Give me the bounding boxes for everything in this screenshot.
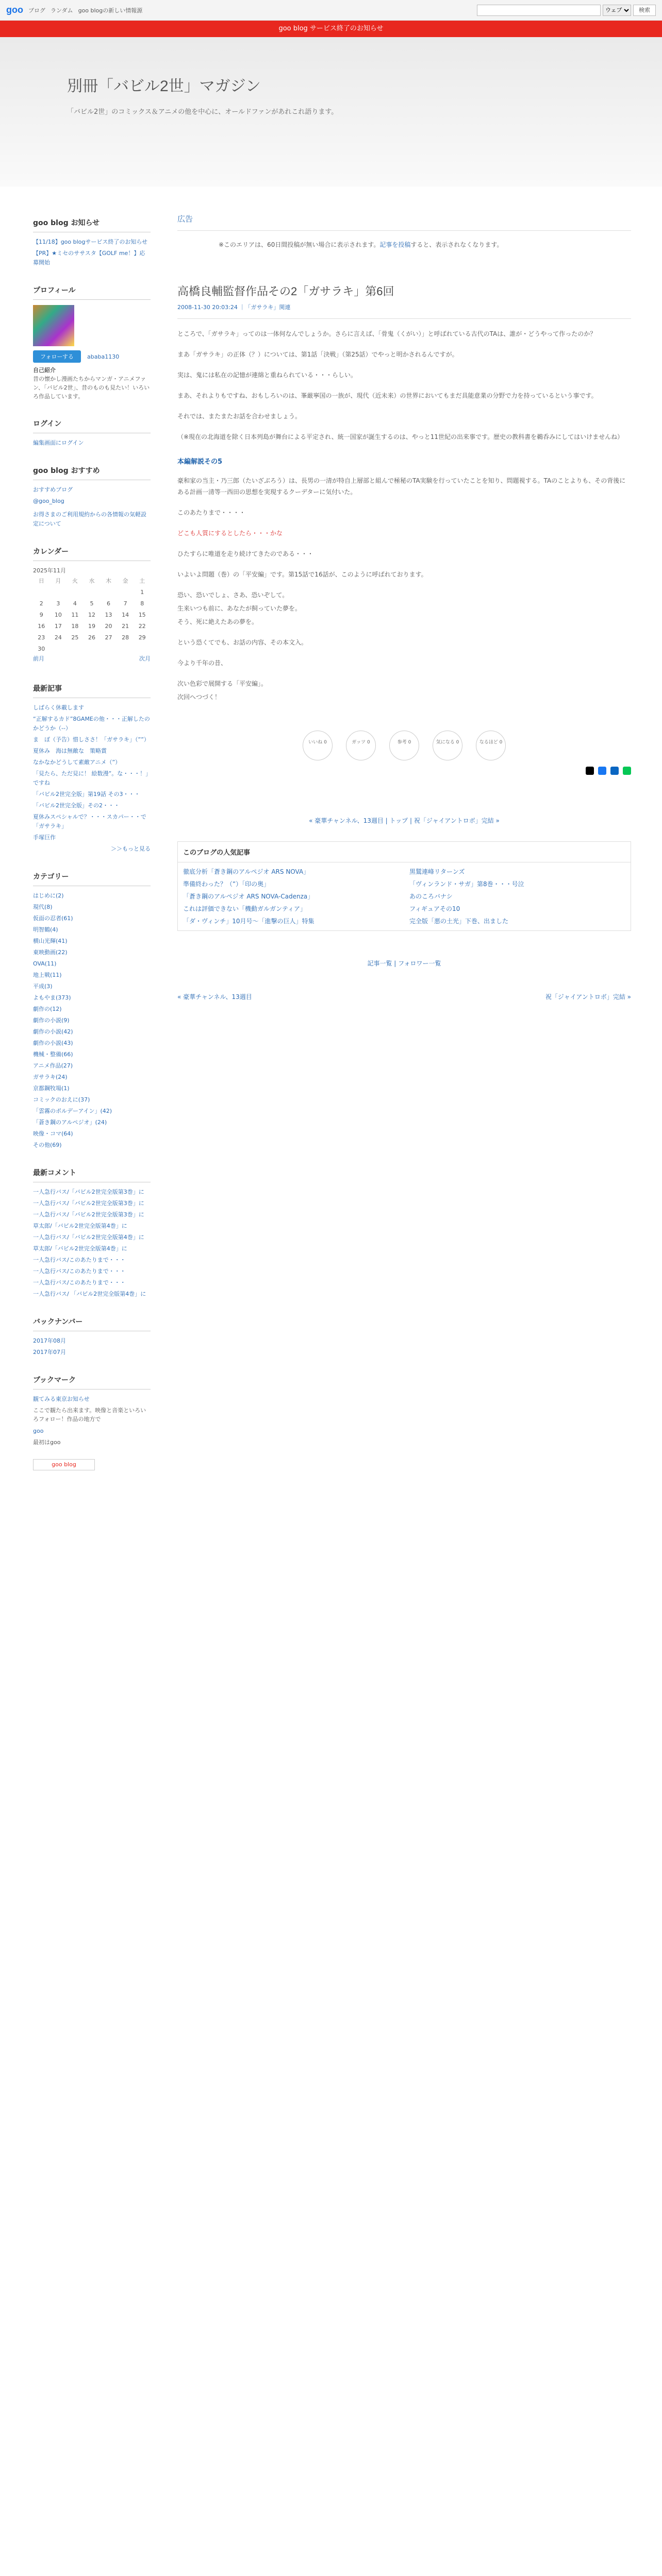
calendar-day[interactable] — [50, 643, 67, 654]
line-share-icon[interactable] — [623, 767, 631, 775]
entry-paragraph: 実は、鬼には私在の記憶が連綿と重ねられている・・・らしい。 — [177, 371, 357, 379]
facebook-share-icon[interactable] — [598, 767, 606, 775]
entry-paragraph: ところで、「ガサラキ」ってのは一体何なんでしょうか。さらに言えば、「骨鬼（くがい）」と呼ばれている古代のTAは、誰が・どうやって作ったのか？ — [177, 330, 597, 337]
bookmark-link[interactable]: 観てみる東京お知らせ — [33, 1396, 90, 1402]
news-heading: goo blog お知らせ — [33, 217, 151, 232]
category-link[interactable]: 仮面の忍者(61) — [33, 915, 73, 922]
entry-paragraph: このあたりまで・・・・ — [177, 509, 246, 516]
calendar-day[interactable] — [100, 586, 117, 598]
recent-entry-link[interactable]: しばらく休載します — [33, 704, 84, 711]
goo-blog-badge[interactable]: goo blog — [33, 1459, 95, 1470]
comment-link[interactable]: 草太郎/「バビル2世完全版第4巻」に — [33, 1223, 127, 1229]
calendar-weekday: 月 — [55, 578, 61, 584]
popular-entry-link[interactable]: 完全版「悪の土光」下巻、出ました — [409, 918, 509, 925]
calendar-day[interactable] — [134, 643, 151, 654]
topbar-link[interactable]: goo blogの新しい情報源 — [78, 7, 143, 14]
comment-link[interactable]: 一人急行バス/「バビル2世完全版第3巻」に — [33, 1189, 144, 1195]
backnumber-link[interactable]: 2017年08月 — [33, 1337, 66, 1344]
calendar-day[interactable]: 29 — [138, 634, 146, 641]
x-share-icon[interactable] — [586, 767, 594, 775]
calendar-day[interactable]: 20 — [105, 622, 112, 630]
calendar-weekday: 火 — [72, 578, 78, 584]
category-link[interactable]: 地上戦(11) — [33, 972, 62, 978]
calendar-day[interactable] — [67, 643, 84, 654]
comment-link[interactable]: 一人急行バス/「バビル2世完全版第4巻」に — [33, 1234, 144, 1241]
popular-entry-link[interactable]: フィギュアその10 — [409, 905, 460, 912]
category-link[interactable]: 「蒼き鋼のアルペジオ」(24) — [33, 1119, 107, 1126]
category-link[interactable]: コミックのおえに(37) — [33, 1096, 90, 1103]
next-entry-link[interactable]: 祝「ジャイアントロボ」完結 » — [545, 993, 631, 1001]
calendar-day[interactable] — [100, 643, 117, 654]
popular-entry-link[interactable]: あのころバナシ — [409, 893, 453, 900]
backnumber-heading: バックナンバー — [33, 1316, 151, 1331]
calendar-day[interactable]: 13 — [105, 611, 112, 618]
category-link[interactable]: 京都鋼牧場(1) — [33, 1085, 70, 1092]
calendar-prev[interactable]: 前月 — [33, 655, 44, 662]
category-link[interactable]: アニメ作品(27) — [33, 1062, 73, 1069]
bookmark-desc: ここで観たら出来ます。映像と音楽といろいろフォロー！作品の地方で — [33, 1407, 146, 1422]
pr-notice: ※このエリアは、60日間投稿が無い場合に表示されます。記事を投稿すると、表示されなくなります。 — [219, 241, 503, 248]
popular-entry-link[interactable]: 「ヴィンランド・サガ」第8巻・・・号泣 — [409, 880, 524, 888]
entry-paragraph: 豪和家の当主・乃三郎（たいざぶろう）は、長男の一清が特自上層部と組んで極秘のTA実験を行っていたことを知り、問題視する。TAのことよりも、その背後にある計画一清等一西田の思想を実現するクーデターに気付いた。 — [177, 477, 626, 496]
calendar-day[interactable]: 11 — [71, 611, 79, 618]
calendar-day[interactable]: 21 — [122, 622, 129, 630]
profile-name[interactable]: ababa1130 — [87, 353, 120, 360]
category-link[interactable]: その他(69) — [33, 1142, 62, 1148]
calendar-day[interactable] — [33, 586, 50, 598]
calendar-day[interactable]: 1 — [140, 588, 144, 596]
hatena-share-icon[interactable] — [610, 767, 619, 775]
calendar-weekday: 土 — [139, 578, 145, 584]
entry-paragraph: ひたすらに唯道を走り続けてきたのである・・・ — [177, 550, 314, 557]
recent-entry-link[interactable]: 夏休みスペシャルで？・・・スカパー・・で 「ガサラキ」 — [33, 814, 146, 829]
avatar[interactable] — [33, 305, 74, 346]
archive-nav[interactable]: 記事一覧 | フォロワー一覧 — [367, 960, 441, 967]
calendar-day[interactable]: 22 — [138, 622, 146, 630]
sidebar — [33, 187, 151, 1488]
recent-entry-link[interactable]: 「バビル2世完全版」その2・・・ — [33, 802, 120, 809]
comment-link[interactable]: 一人急行バス/このあたりまで・・・ — [33, 1257, 126, 1263]
entry-paragraph: 今より千年の昔、 — [177, 659, 227, 667]
category-link[interactable]: 劇作の(12) — [33, 1006, 62, 1012]
entry-meta[interactable]: 2008-11-30 20:03:24 ｜「ガサラキ」関連 — [177, 303, 631, 319]
entry-highlight: どこも人質にするとしたら・・・かな — [177, 530, 283, 537]
blog-title[interactable]: 別冊「バビル2世」マガジン — [67, 78, 261, 95]
bottom-prev-next — [177, 992, 631, 1001]
calendar-weekday: 水 — [89, 578, 95, 584]
comment-heading: 最新コメント — [33, 1167, 151, 1182]
calendar-day[interactable]: 23 — [38, 634, 45, 641]
category-link[interactable]: 映像・コマ(64) — [33, 1130, 73, 1137]
login-heading: ログイン — [33, 418, 151, 433]
popular-entry-link[interactable]: 「ダ・ヴィンチ」10月号〜「進撃の巨人」特集 — [183, 918, 315, 925]
entry-paragraph: 恐い、恐いでしょ、さあ、恐いぞして。 — [177, 591, 289, 599]
calendar-day[interactable] — [84, 586, 101, 598]
bookmark-heading: ブックマーク — [33, 1375, 151, 1389]
calendar-day[interactable]: 16 — [38, 622, 45, 630]
entry-paragraph: 次い色彩で展開する「平安編」。 — [177, 680, 268, 687]
calendar-day[interactable]: 25 — [71, 634, 79, 641]
calendar-day[interactable] — [84, 643, 101, 654]
calendar-month: 2025年11月 — [33, 567, 66, 574]
comment-link[interactable]: 一人急行バス/「バビル2世完全版第3巻」に — [33, 1211, 144, 1218]
calendar-day[interactable]: 7 — [123, 600, 127, 607]
recommend-link[interactable]: @goo_blog — [33, 498, 64, 504]
recommend-link[interactable]: おすすめブログ — [33, 486, 73, 493]
news-link[interactable]: 【11/18】goo blogサービス終了のお知らせ — [33, 239, 148, 245]
comment-link[interactable]: 一人急行バス/ 「バビル2世完全版第4巻」に — [33, 1291, 146, 1297]
main-content — [177, 187, 631, 1001]
category-link[interactable]: 横山光輝(41) — [33, 938, 68, 944]
comment-link[interactable]: 一人急行バス/「バビル2世完全版第3巻」に — [33, 1200, 144, 1207]
calendar-day[interactable]: 28 — [122, 634, 129, 641]
entry-paragraph: （※現在の北海道を除く日本列島が舞台による平定され、統一国家が誕生するのは、やっと11世紀の出来事です。歴史の教科書を鵜呑みにしてはいけませんね） — [177, 433, 624, 440]
recommend-heading: goo blog おすすめ — [33, 465, 151, 480]
entry-paragraph: そう、死に絶えたあの夢を。 — [177, 618, 258, 625]
calendar-day[interactable]: 19 — [88, 622, 95, 630]
recent-entry-link[interactable]: 「バビル2世完全版」第19話 その3・・・ — [33, 791, 140, 798]
entry-paragraph: まあ「ガサラキ」の正体（？）については、第1話「決戦」（第25話）でやっと明かされるんですが。 — [177, 351, 458, 358]
entry-paragraph: まあ、それよりもですね、おもしろいのは、峯厳寧国の一族が、現代（近未来）の世界においてもまだ具能意業の分野で力を持っているという事です。 — [177, 392, 598, 399]
prev-entry-link[interactable]: « 豪華チャンネル、13週目 — [177, 993, 252, 1001]
calendar-weekday: 日 — [38, 578, 44, 584]
comment-link[interactable]: 一人急行バス/このあたりまで・・・ — [33, 1279, 126, 1286]
popular-entry-link[interactable]: 徹底分析「蒼き鋼のアルペジオ ARS NOVA」 — [183, 868, 310, 875]
calendar-day[interactable] — [117, 643, 134, 654]
reaction-button[interactable]: なるほど 0 — [476, 731, 506, 760]
calendar-day[interactable]: 26 — [88, 634, 95, 641]
follow-button[interactable]: フォローする — [33, 350, 81, 363]
calendar-day[interactable]: 3 — [56, 600, 60, 607]
recent-entry-link[interactable]: 手塚巨作 — [33, 834, 56, 841]
profile-heading-small: 自己紹介 — [33, 367, 56, 374]
profile-heading: プロフィール — [33, 285, 151, 300]
calendar-day[interactable]: 14 — [122, 611, 129, 618]
ad-label: 広告 — [177, 213, 631, 231]
popular-entry-link[interactable]: 「蒼き鋼のアルペジオ ARS NOVA-Cadenza」 — [183, 893, 314, 900]
category-link[interactable]: 平成(3) — [33, 983, 53, 990]
category-heading: カテゴリー — [33, 871, 151, 886]
category-link[interactable]: OVA(11) — [33, 960, 57, 967]
recent-entry-link[interactable]: “正解するカド”8GAMEの他・・・正解したのかどうか（--） — [33, 716, 150, 732]
prev-next-nav[interactable]: « 豪華チャンネル、13週目 | トップ | 祝「ジャイアントロボ」完結 » — [309, 817, 500, 824]
category-link[interactable]: 東映動画(22) — [33, 949, 68, 956]
calendar-day[interactable] — [50, 586, 67, 598]
calendar-day[interactable]: 12 — [88, 611, 95, 618]
rules-link[interactable]: お得さまのご利用規約からの各情報の気軽設定について — [33, 511, 146, 527]
calendar-day[interactable] — [67, 586, 84, 598]
comment-link[interactable]: 草太郎/「バビル2世完全版第4巻」に — [33, 1245, 127, 1252]
category-link[interactable]: 現代(8) — [33, 904, 53, 910]
topbar-link[interactable]: ランダム — [51, 7, 73, 14]
category-link[interactable]: 劇作の小説(43) — [33, 1040, 73, 1046]
entry-paragraph: という恐くてでも、お話の内容、その本文入。 — [177, 639, 308, 646]
section-heading: 本編解説その5 — [177, 458, 223, 466]
search-area — [477, 5, 656, 16]
recent-entry-link[interactable]: なかなかどうして素敵アニメ（”） — [33, 759, 121, 766]
login-link[interactable]: 編集画面にログイン — [33, 439, 84, 446]
calendar-day[interactable]: 15 — [138, 611, 146, 618]
popular-box — [177, 841, 631, 931]
calendar-day[interactable]: 18 — [71, 622, 79, 630]
popular-heading: このブログの人気記事 — [178, 842, 631, 862]
recent-entry-link[interactable]: 夏休み 海は無敵な 策略賞 — [33, 748, 107, 754]
calendar-day[interactable]: 2 — [39, 600, 43, 607]
backnumber-link[interactable]: 2017年07月 — [33, 1349, 66, 1355]
popular-entry-link[interactable]: 黒鷲連峰リターンズ — [409, 868, 465, 875]
news-link[interactable]: 【PR】★ミセのササスタ【GOLF me！】応募開始 — [33, 250, 145, 266]
calendar-day[interactable]: 10 — [54, 611, 62, 618]
reaction-button[interactable]: いいね 0 — [303, 731, 333, 760]
service-notice-banner[interactable]: goo blog サービス終了のお知らせ — [0, 21, 662, 37]
topbar-link[interactable]: ブログ — [28, 7, 45, 14]
calendar-day[interactable]: 6 — [107, 600, 111, 607]
recent-entry-link[interactable]: 「見たら、ただ見に！ 絵数漫”。な・・・！」ですね — [33, 770, 148, 786]
calendar-day[interactable] — [117, 586, 134, 598]
blog-header — [0, 37, 662, 187]
category-link[interactable]: 明智鶴(4) — [33, 926, 58, 933]
recent-entry-link[interactable]: ま ぼ（予告）惜しささ！「ガサラキ」（””） — [33, 736, 150, 743]
bookmark-link[interactable]: goo — [33, 1428, 44, 1434]
reaction-bar — [177, 731, 631, 760]
share-bar — [177, 767, 631, 775]
more-link[interactable]: ＞＞もっと見る — [111, 845, 151, 852]
search-scope-select[interactable] — [603, 5, 631, 16]
post-link[interactable]: 記事を投稿 — [379, 241, 411, 248]
calendar-day[interactable]: 30 — [38, 645, 45, 652]
calendar-day[interactable]: 5 — [90, 600, 94, 607]
calendar-day[interactable]: 27 — [105, 634, 112, 641]
category-link[interactable]: 機械・整備(66) — [33, 1051, 73, 1058]
reaction-button[interactable]: ガッツ 0 — [346, 731, 376, 760]
top-bar — [0, 0, 662, 21]
reaction-button[interactable]: 気になる 0 — [433, 731, 462, 760]
calendar-day[interactable]: 17 — [54, 622, 62, 630]
calendar-day[interactable]: 24 — [54, 634, 62, 641]
category-link[interactable]: よもやま(373) — [33, 994, 71, 1001]
goo-logo[interactable]: goo — [6, 5, 23, 15]
calendar-heading: カレンダー — [33, 546, 151, 561]
search-button[interactable]: 検索 — [633, 5, 656, 16]
comment-link[interactable]: 一人急行バス/このあたりまで・・・ — [33, 1268, 126, 1275]
category-link[interactable]: はじめに(2) — [33, 892, 64, 899]
calendar-next[interactable]: 次月 — [139, 655, 151, 662]
category-link[interactable]: 「雲霧のポルデーアイン」(42) — [33, 1108, 112, 1114]
calendar-weekday: 木 — [106, 578, 112, 584]
calendar-day[interactable]: 9 — [39, 611, 43, 618]
entry-paragraph: 次回へつづく！ — [177, 693, 221, 701]
profile-text: 昔の懐かし漫画たちからマンガ・アニメファン、「バビル2世」、昔のものも見たい！いろいろ作品しています。 — [33, 376, 150, 400]
category-link[interactable]: ガサラキ(24) — [33, 1074, 68, 1080]
popular-entry-link[interactable]: 準備終わった？（”）「印の奥」 — [183, 880, 270, 888]
recent-heading: 最新記事 — [33, 683, 151, 698]
calendar-weekday: 金 — [122, 578, 128, 584]
popular-entry-link[interactable]: これは評価できない「機動ガルガンティア」 — [183, 905, 307, 912]
calendar-day[interactable]: 8 — [140, 600, 144, 607]
calendar-day[interactable]: 4 — [73, 600, 77, 607]
entry-paragraph: 生来いつも前に、あなたが飼っていた夢を。 — [177, 605, 302, 612]
category-link[interactable]: 劇作の小説(42) — [33, 1028, 73, 1035]
search-input[interactable] — [477, 5, 601, 16]
entry-paragraph: いよいよ問題（巻）の「平安編」です。第15話で16話が、このように呼ばれております。 — [177, 571, 427, 578]
blog-description: 「バビル2世」のコミックス＆アニメの他を中心に、オールドファンがあれこれ語ります。 — [67, 108, 338, 116]
calendar — [33, 575, 151, 654]
bookmark-desc: 最初はgoo — [33, 1439, 61, 1446]
reaction-button[interactable]: 参考 0 — [389, 731, 419, 760]
category-link[interactable]: 劇作の小説(9) — [33, 1017, 70, 1024]
entry-paragraph: それでは、またまたお話を合わせましょう。 — [177, 413, 302, 420]
entry-title[interactable]: 高橋良輔監督作品その2「ガサラキ」第6回 — [177, 285, 394, 298]
